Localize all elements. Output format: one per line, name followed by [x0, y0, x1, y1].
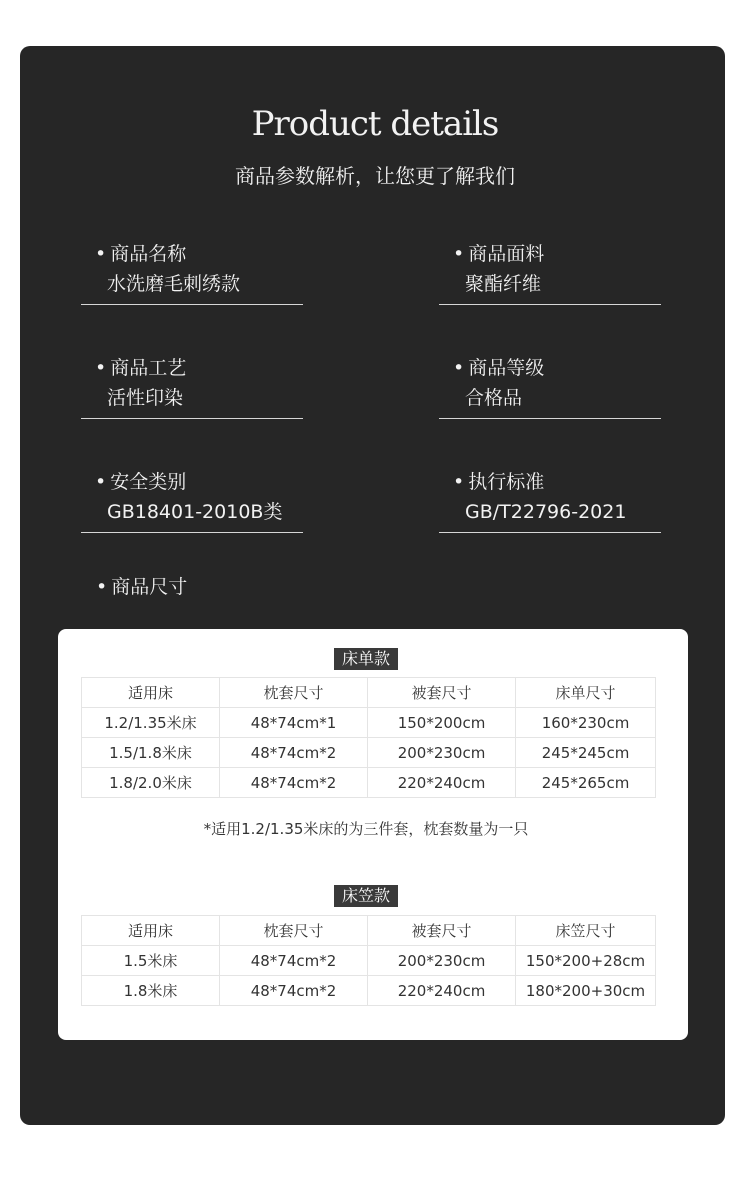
page-subtitle: 商品参数解析，让您更了解我们: [235, 164, 515, 188]
table-cell: 48*74cm*2: [220, 976, 368, 1006]
table-cell: 1.5/1.8米床: [82, 738, 220, 768]
table-header-cell: 适用床: [82, 678, 220, 708]
param-value: GB18401-2010B类: [107, 501, 283, 523]
param-label: • 商品等级: [453, 356, 544, 380]
param-label: • 安全类别: [95, 470, 186, 494]
table-row: [82, 946, 656, 976]
sheet-note: *适用1.2/1.35米床的为三件套，枕套数量为一只: [203, 820, 529, 838]
table-header-cell: 被套尺寸: [368, 678, 516, 708]
table-cell: 48*74cm*2: [220, 738, 368, 768]
table-cell: 48*74cm*2: [220, 946, 368, 976]
table-header-cell: 被套尺寸: [368, 916, 516, 946]
page-title: Product details: [251, 104, 499, 144]
param-safety-category: [81, 462, 303, 533]
sheet-tag: 床单款: [334, 648, 398, 670]
table-cell: 245*245cm: [516, 738, 656, 768]
table-row: [82, 708, 656, 738]
table-cell: 48*74cm*1: [220, 708, 368, 738]
table-header-row: [82, 678, 656, 708]
fitted-tag: 床笠款: [334, 885, 398, 907]
param-value: 聚酯纤维: [465, 273, 542, 295]
table-cell: 220*240cm: [368, 976, 516, 1006]
fitted-size-table: [81, 915, 656, 1006]
param-fabric: [439, 234, 661, 305]
table-cell: 160*230cm: [516, 708, 656, 738]
table-header-cell: 床笠尺寸: [516, 916, 656, 946]
sheet-size-table: [81, 677, 656, 798]
table-cell: 180*200+30cm: [516, 976, 656, 1006]
param-product-name: [81, 234, 303, 305]
param-value: 合格品: [465, 387, 523, 409]
param-label: • 商品面料: [453, 242, 544, 266]
param-value: 水洗磨毛刺绣款: [107, 273, 241, 295]
table-cell: 1.2/1.35米床: [82, 708, 220, 738]
table-cell: 200*230cm: [368, 946, 516, 976]
param-label: • 商品名称: [95, 242, 186, 266]
param-grade: [439, 348, 661, 419]
param-value: 活性印染: [107, 387, 184, 409]
table-cell: 150*200+28cm: [516, 946, 656, 976]
table-cell: 200*230cm: [368, 738, 516, 768]
param-label: • 执行标准: [453, 470, 544, 494]
table-header-cell: 床单尺寸: [516, 678, 656, 708]
table-header-cell: 适用床: [82, 916, 220, 946]
table-header-row: [82, 916, 656, 946]
table-header-cell: 枕套尺寸: [220, 916, 368, 946]
table-header-cell: 枕套尺寸: [220, 678, 368, 708]
table-cell: 220*240cm: [368, 768, 516, 798]
table-row: [82, 768, 656, 798]
param-craft: [81, 348, 303, 419]
table-cell: 1.8/2.0米床: [82, 768, 220, 798]
table-cell: 48*74cm*2: [220, 768, 368, 798]
param-label: • 商品工艺: [95, 356, 186, 380]
param-value: GB/T22796-2021: [465, 501, 627, 523]
table-row: [82, 976, 656, 1006]
table-cell: 1.8米床: [82, 976, 220, 1006]
param-standard: [439, 462, 661, 533]
table-row: [82, 738, 656, 768]
table-cell: 245*265cm: [516, 768, 656, 798]
table-cell: 150*200cm: [368, 708, 516, 738]
size-section-label: • 商品尺寸: [96, 572, 187, 599]
table-cell: 1.5米床: [82, 946, 220, 976]
